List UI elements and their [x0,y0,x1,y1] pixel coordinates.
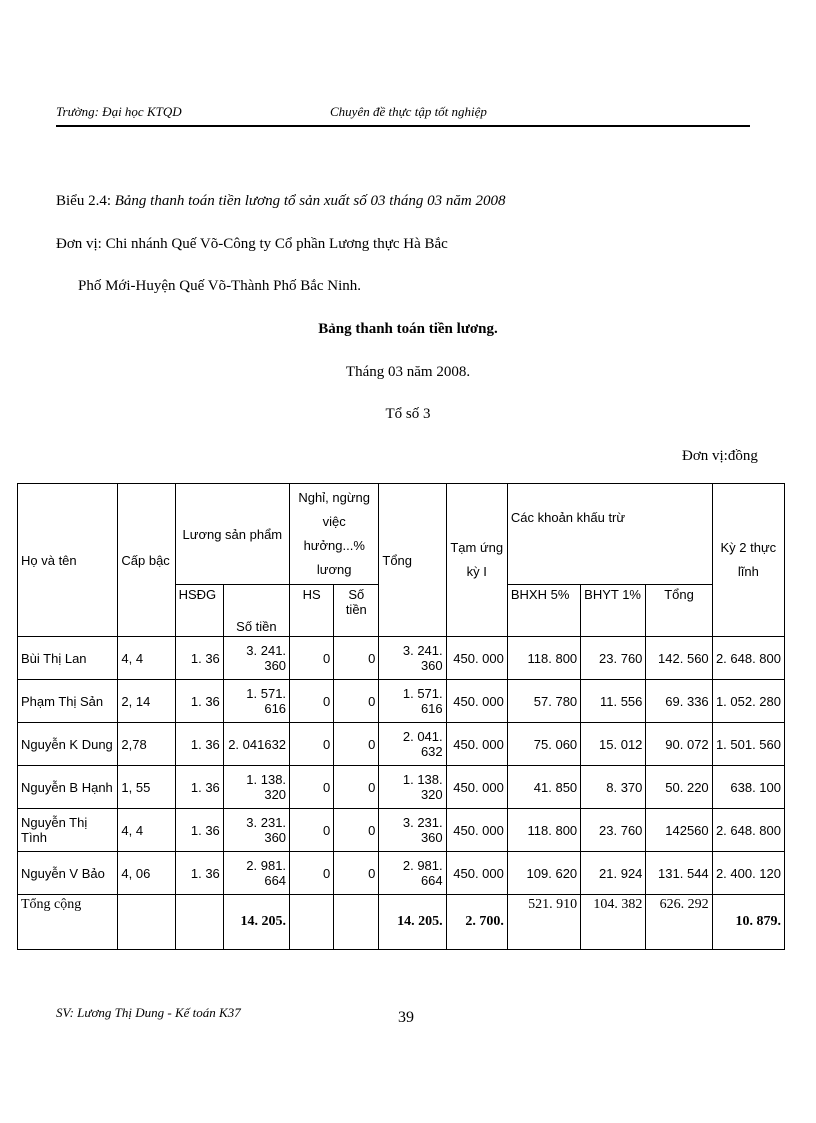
cell-bhyt: 15. 012 [581,723,646,766]
cell-hs: 0 [290,723,334,766]
cell-amount: 2. 981. 664 [223,852,289,895]
total-label: Tổng cộng [18,895,118,950]
cell-total: 1. 138. 320 [379,766,446,809]
address-line: Phố Mới-Huyện Quế Võ-Thành Phố Bắc Ninh. [78,278,362,294]
cell-total: 3. 241. 360 [379,637,446,680]
header-deductions: Các khoản khấu trừ [507,484,712,585]
header-advance: Tạm ứng kỳ I [446,484,507,637]
table-row [18,680,785,723]
cell-leave-amount: 0 [334,766,379,809]
header-product-salary: Lương sản phẩm [175,484,289,585]
total-deduction-total: 626. 292 [646,895,712,950]
cell-advance: 450. 000 [446,723,507,766]
header-bhxh: BHXH 5% [507,585,580,637]
page-title: Bảng thanh toán tiền lương. [318,321,498,337]
cell-deduction-total: 90. 072 [646,723,712,766]
cell-bhxh: 109. 620 [507,852,580,895]
header-deduction-total: Tổng [646,585,712,637]
cell-leave-amount: 0 [334,852,379,895]
cell-hsdg: 1. 36 [175,766,223,809]
cell-period2: 1. 052. 280 [712,680,784,723]
cell-period2: 2. 400. 120 [712,852,784,895]
cell-hs: 0 [290,852,334,895]
header-report-title: Chuyên đề thực tập tốt nghiệp [330,104,487,119]
cell-hs: 0 [290,637,334,680]
cell-advance: 450. 000 [446,852,507,895]
cell-period2: 2. 648. 800 [712,637,784,680]
cell-name: Bùi Thị Lan [18,637,118,680]
header-amount: Số tiền [223,585,289,637]
cell-grade: 2, 14 [118,680,175,723]
table-caption-prefix: Biểu 2.4: [56,193,111,209]
cell-name: Nguyễn K Dung [18,723,118,766]
page-number: 39 [398,1009,414,1026]
cell-bhxh: 118. 800 [507,637,580,680]
cell-deduction-total: 142560 [646,809,712,852]
cell-hsdg: 1. 36 [175,852,223,895]
header-total: Tổng [379,484,446,637]
cell-amount: 2. 041632 [223,723,289,766]
total-advance: 2. 700. [446,895,507,950]
cell-period2: 1. 501. 560 [712,723,784,766]
total-sum: 14. 205. [379,895,446,950]
cell-bhxh: 75. 060 [507,723,580,766]
table-row [18,637,785,680]
cell-name: Nguyễn Thị Tình [18,809,118,852]
cell-deduction-total: 131. 544 [646,852,712,895]
cell-hs: 0 [290,680,334,723]
total-bhxh: 521. 910 [507,895,580,950]
cell-name: Nguyễn B Hạnh [18,766,118,809]
cell-hsdg: 1. 36 [175,637,223,680]
cell-deduction-total: 50. 220 [646,766,712,809]
cell-advance: 450. 000 [446,809,507,852]
total-period2: 10. 879. [712,895,784,950]
team-line: Tổ số 3 [385,406,431,422]
header-school: Trường: Đại học KTQD [56,104,182,119]
table-caption-text: Bảng thanh toán tiền lương tổ sản xuất số 03 tháng 03 năm 2008 [114,193,506,209]
cell-deduction-total: 69. 336 [646,680,712,723]
header-name: Họ và tên [18,484,118,637]
cell-leave-amount: 0 [334,723,379,766]
payroll-table [17,483,785,950]
cell-bhyt: 23. 760 [581,637,646,680]
cell-bhxh: 41. 850 [507,766,580,809]
cell-grade: 4, 4 [118,637,175,680]
cell-bhxh: 57. 780 [507,680,580,723]
total-amount: 14. 205. [223,895,289,950]
cell-name: Phạm Thị Sản [18,680,118,723]
header-leave: Nghỉ, ngừng việc hưởng...% lương [290,484,379,585]
cell-hs: 0 [290,766,334,809]
cell-hs: 0 [290,809,334,852]
cell-total: 2. 981. 664 [379,852,446,895]
header-leave-amount: Số tiền [334,585,379,637]
header-hsdg: HSĐG [175,585,223,637]
table-row [18,809,785,852]
table-row [18,766,785,809]
cell-bhyt: 11. 556 [581,680,646,723]
cell-period2: 638. 100 [712,766,784,809]
cell-advance: 450. 000 [446,680,507,723]
cell-period2: 2. 648. 800 [712,809,784,852]
cell-grade: 4, 06 [118,852,175,895]
cell-total: 2. 041. 632 [379,723,446,766]
cell-hsdg: 1. 36 [175,809,223,852]
table-row [18,723,785,766]
cell-grade: 4, 4 [118,809,175,852]
cell-advance: 450. 000 [446,637,507,680]
footer-student: SV: Lương Thị Dung - Kế toán K37 [56,1005,241,1020]
cell-deduction-total: 142. 560 [646,637,712,680]
cell-bhyt: 8. 370 [581,766,646,809]
cell-bhxh: 118. 800 [507,809,580,852]
header-bhyt: BHYT 1% [581,585,646,637]
cell-grade: 2,78 [118,723,175,766]
cell-grade: 1, 55 [118,766,175,809]
cell-bhyt: 21. 924 [581,852,646,895]
table-row [18,852,785,895]
cell-amount: 1. 138. 320 [223,766,289,809]
cell-total: 3. 231. 360 [379,809,446,852]
cell-hsdg: 1. 36 [175,680,223,723]
cell-name: Nguyễn V Bảo [18,852,118,895]
header-rule [56,125,750,127]
cell-advance: 450. 000 [446,766,507,809]
unit-line: Đơn vị: Chi nhánh Quế Võ-Công ty Cổ phần Lương thực Hà Bắc [56,236,448,252]
cell-total: 1. 571. 616 [379,680,446,723]
cell-amount: 1. 571. 616 [223,680,289,723]
header-grade: Cấp bậc [118,484,175,637]
cell-amount: 3. 231. 360 [223,809,289,852]
cell-amount: 3. 241. 360 [223,637,289,680]
header-period2: Kỳ 2 thực lĩnh [712,484,784,637]
cell-leave-amount: 0 [334,637,379,680]
currency-unit: Đơn vị:đồng [682,448,758,464]
cell-bhyt: 23. 760 [581,809,646,852]
total-bhyt: 104. 382 [581,895,646,950]
month-line: Tháng 03 năm 2008. [345,364,471,380]
cell-hsdg: 1. 36 [175,723,223,766]
cell-leave-amount: 0 [334,680,379,723]
table-caption [56,193,506,210]
header-hs: HS [290,585,334,637]
cell-leave-amount: 0 [334,809,379,852]
